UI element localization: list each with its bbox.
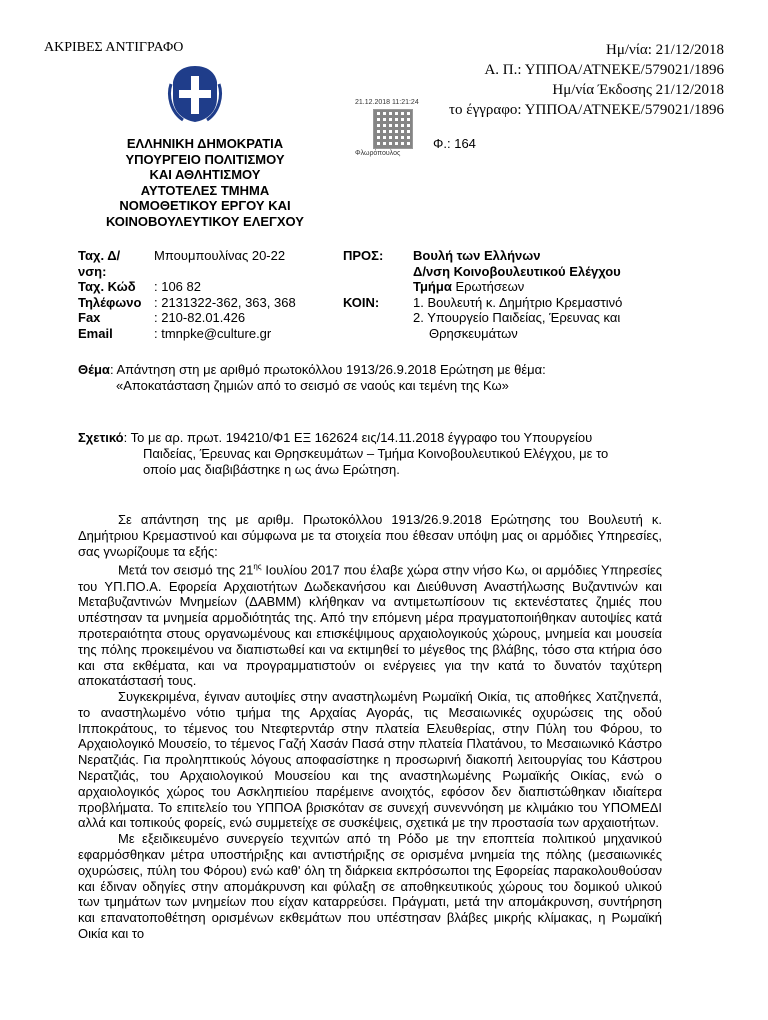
subject-label: Θέμα — [78, 362, 110, 377]
stamp-caption: Φλωρόπουλος — [355, 150, 401, 157]
ministry-line: ΚΑΙ ΑΘΛΗΤΙΣΜΟΥ — [149, 167, 261, 182]
subject-line: : Απάντηση στη με αριθμό πρωτοκόλλου 1913/26.9.2018 Ερώτηση με θέμα: — [109, 362, 546, 377]
reference-line: Παιδείας, Έρευνας και Θρησκευμάτων – Τμήμα Κοινοβουλευτικού Ελέγχου, με το — [143, 446, 609, 461]
contact-details — [78, 248, 296, 341]
contact-label: Ταχ. Δ/νση: — [78, 248, 121, 279]
body-paragraph: Συγκεκριμένα, έγιναν αυτοψίες στην αναστηλωμένη Ρωμαϊκή Οικία, τις αποθήκες Χατζηνεπά, το αναστηλωμένο νότιο τμήμα της Αρχαίας Αγοράς, τις Μεσαιωνικές οχυρώσεις της οδού Ιπποκράτους, το τέμενος του Ντεφτερντάρ στην πλατεία Ελευθερίας, στην Πύλη του Φόρου, το Αρχαιολογικό Μουσείο, το τέμενος Γαζή Χασάν Πασά στην πλατεία Πλατάνου, το Μεσαιωνικό Κάστρο Νερατζιάς. Για προληπτικούς λόγους αποφασίστηκε η προσωρινή διακοπή λειτουργίας του Κάστρου Νερατζιάς, του Αρχαιολογικού Μουσείου και της αναστηλωμένης Ρωμαϊκής Οικίας, ενώ ο αρχαιολογικός χώρος του Ασκληπιείου παρέμεινε ανοιχτός, εφόσον δεν διαπιστώθηκαν ιδιαίτερα προβλήματα. Το επιτελείο του ΥΠΠΟΑ βρισκόταν σε συνεχή συνεννόηση με κλιμάκιο του ΥΠΟΜΕΔΙ αλλά και τοπικούς φορείς, ενώ συμμετείχε σε συσκέψεις, σχετικά με την προστασία των αρχαιοτήτων. — [78, 689, 662, 831]
contact-label: Τηλέφωνο — [78, 294, 142, 310]
cc-line: 1. Βουλευτή κ. Δημήτριο Κρεμαστινό — [413, 294, 623, 310]
to-line: Δ/νση Κοινοβουλευτικού Ελέγχου — [413, 263, 621, 279]
exact-copy-label: ΑΚΡΙΒΕΣ ΑΝΤΙΓΡΑΦΟ — [44, 40, 184, 55]
contact-value: : 106 82 — [154, 279, 201, 294]
contact-row-address — [78, 248, 296, 279]
to-line-bold: Τμήμα — [413, 279, 452, 294]
to-label: ΠΡΟΣ: — [343, 248, 384, 263]
recipients-block — [343, 248, 689, 341]
stamp-seal-icon — [373, 109, 413, 149]
contact-value: : 210-82.01.426 — [154, 310, 246, 325]
letter-body — [78, 512, 662, 942]
greek-coat-of-arms-icon — [165, 62, 225, 126]
ordinal-suffix: ης — [253, 562, 262, 572]
cc-line: 2. Υπουργείο Παιδείας, Έρευνας και — [413, 310, 621, 325]
ministry-line: ΑΥΤΟΤΕΛΕΣ ΤΜΗΜΑ — [140, 182, 270, 198]
to-line: Βουλή των Ελλήνων — [413, 248, 541, 263]
ministry-heading — [85, 136, 325, 229]
contact-email-link[interactable]: : tmnpke@culture.gr — [154, 325, 272, 341]
contact-label: Email — [78, 325, 113, 341]
recipient-row — [343, 248, 689, 264]
body-paragraph: Με εξειδικευμένο συνεργείο τεχνιτών από τη Ρόδο με την εποπτεία πολιτικού μηχανικού εφαρμόσθηκαν μέτρα υποστήριξης και αντιστήριξης σε ορισμένα μνημεία της πόλης (μεσαιωνικές οχυρώσεις, πύλη του Φόρου) ενώ καθ' όλη τη διάρκεια εκπρόσωποι της Εφορείας παρακολουθούσαν και έδιναν οδηγίες στην απομάκρυνση και φύλαξη σε αποθηκευτικούς χώρους του δομικού υλικού των τμημάτων των μνημείων που είχαν καταρρεύσει. Πράγματι, μετά την απομάκρυνση, συντήρηση και επανατοποθέτηση ορισμένων εκθεμάτων που υπέστησαν βλάβες μικρής κλίμακας, η Ρωμαϊκή Οικία και το — [78, 831, 662, 942]
stamp-timestamp: 21.12.2018 11:21:24 — [355, 99, 419, 106]
contact-label: Fax — [78, 310, 101, 325]
reference-block — [78, 430, 698, 478]
reference-label: Σχετικό — [78, 430, 124, 445]
digital-signature-stamp — [355, 98, 430, 160]
protocol-line: Α. Π.: ΥΠΠΟΑ/ΑΤΝΕΚΕ/579021/1896 — [484, 62, 724, 78]
contact-label: Ταχ. Κώδ — [78, 279, 136, 294]
to-line — [413, 279, 673, 295]
cc-line: Θρησκευμάτων — [429, 325, 518, 341]
contact-row-fax — [78, 310, 296, 326]
recipient-row — [343, 264, 689, 280]
contact-value: Μπουμπουλίνας 20-22 — [154, 248, 286, 263]
file-number: Φ.: 164 — [433, 136, 476, 151]
contact-row-email — [78, 326, 296, 342]
ministry-line: ΥΠΟΥΡΓΕΙΟ ΠΟΛΙΤΙΣΜΟΥ — [125, 151, 285, 167]
subject-line: «Αποκατάσταση ζημιών από το σεισμό σε ναούς και τεμένη της Κω» — [116, 378, 509, 393]
body-text: Ιουλίου 2017 που έλαβε χώρα στην νήσο Κω, οι αρμόδιες Υπηρεσίες του ΥΠ.ΠΟ.Α. Εφορεία Αρχαιοτήτων Δωδεκανήσου και Διεύθυνση Αναστήλωσης Βυζαντινών και Μεταβυζαντινών Μνημείων (ΔΑΒΜΜ) κλήθηκαν να αντιμετωπίσουν τις εκτενέστατες ζημιές που υπέστησαν τα μνημεία αρμοδιότητάς της. Από την επόμενη μέρα πραγματοποιήθηκαν αυτοψίες κατά προτεραιότητα στους οργανωμένους και επισκέψιμους αρχαιολογικούς χώρους, μνημεία και μουσεία της πόλης προκειμένου να διαπιστωθεί και να εκτιμηθεί το μέγεθος της βλάβης, τόσο στα κτήρια όσο και στα εκθέματα, και να προγραμματιστούν οι ενέργειες για την κατά το δυνατόν ταχύτερη αποκατάστασή τους. — [78, 562, 662, 689]
contact-row-postcode — [78, 279, 296, 295]
to-line-rest: Ερωτήσεων — [451, 279, 525, 294]
issue-date-line: Ημ/νία Έκδοσης 21/12/2018 — [552, 82, 724, 98]
cc-label: ΚΟΙΝ: — [343, 294, 380, 310]
body-paragraph — [78, 559, 662, 689]
contact-value: : 2131322-362, 363, 368 — [154, 294, 296, 310]
ministry-line: ΚΟΙΝΟΒΟΥΛΕΥΤΙΚΟΥ ΕΛΕΓΧΟΥ — [106, 213, 304, 229]
body-paragraph: Σε απάντηση της με αριθμ. Πρωτοκόλλου 1913/26.9.2018 Ερώτησης του Βουλευτή κ. Δημήτριου Κρεμαστινού και σύμφωνα με τα στοιχεία που έθεσαν υπόψη μας οι αρμόδιες Υπηρεσίες, σας γνωρίζουμε τα εξής: — [78, 512, 662, 559]
contact-row-phone — [78, 295, 296, 311]
body-text: Μετά τον σεισμό της 21 — [118, 562, 254, 578]
ministry-line: ΕΛΛΗΝΙΚΗ ΔΗΜΟΚΡΑΤΙΑ — [126, 136, 284, 151]
date-line: Ημ/νία: 21/12/2018 — [606, 42, 724, 58]
recipient-row — [343, 279, 689, 295]
reference-line: οποίο μας διαβιβάστηκε η ως άνω Ερώτηση. — [143, 462, 400, 477]
subject-block — [78, 362, 698, 394]
reference-line: : Το με αρ. πρωτ. 194210/Φ1 ΕΞ 162624 εις/14.11.2018 έγγραφο του Υπουργείου — [123, 430, 593, 445]
ministry-line: ΝΟΜΟΘΕΤΙΚΟΥ ΕΡΓΟΥ ΚΑΙ — [119, 198, 291, 213]
recipient-row — [343, 295, 689, 311]
document-meta — [449, 40, 724, 120]
recipient-row — [343, 310, 689, 326]
document-number-line: το έγγραφο: ΥΠΠΟΑ/ΑΤΝΕΚΕ/579021/1896 — [449, 102, 724, 118]
recipient-row — [343, 326, 689, 342]
